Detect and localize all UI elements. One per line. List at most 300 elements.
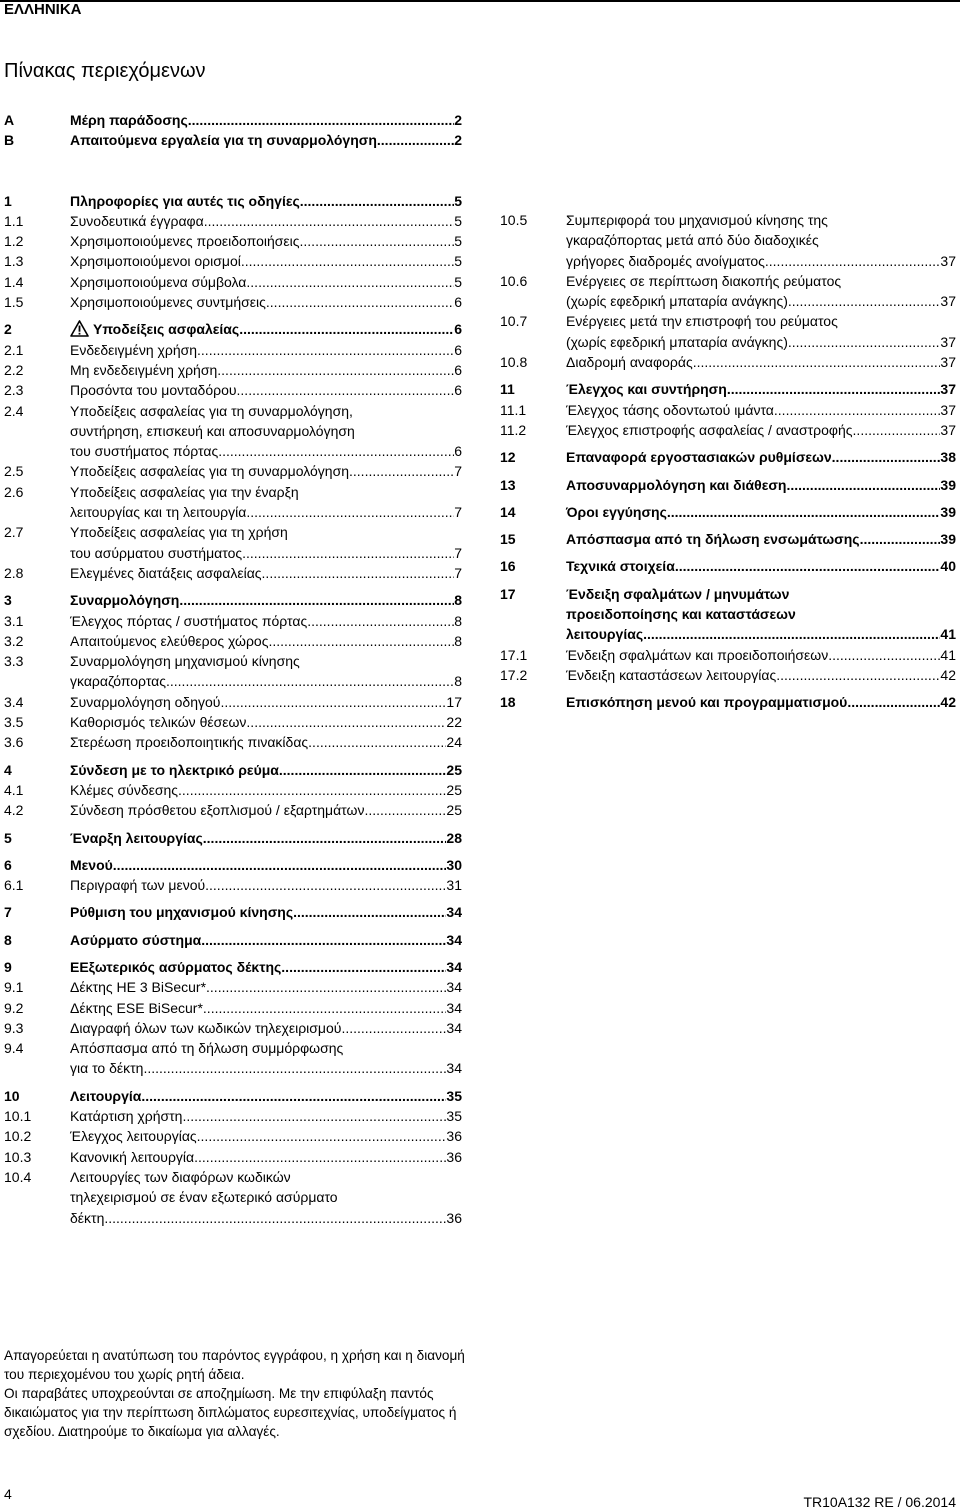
toc-entry-number: 3.2 xyxy=(4,632,24,649)
toc-entry-number: 1.2 xyxy=(4,233,24,250)
toc-dot-leader xyxy=(832,447,941,467)
toc-entry-page: 8 xyxy=(454,612,462,629)
toc-entry-number: 11.2 xyxy=(500,421,527,438)
toc-dot-leader xyxy=(853,420,941,440)
toc-entry-number: 10.3 xyxy=(4,1148,32,1165)
toc-entry xyxy=(500,645,956,665)
toc-entry-title-line: Ενέργειες σε περίπτωση διακοπής ρεύματος xyxy=(566,272,842,289)
toc-entry-page: 37 xyxy=(940,293,956,310)
toc-dot-leader xyxy=(279,760,447,780)
toc-entry-page: 36 xyxy=(446,1128,462,1145)
toc-dot-leader xyxy=(727,379,941,399)
toc-entry-title-line: Ένδειξη σφαλμάτων / μηνυμάτων xyxy=(566,585,790,602)
toc-entry-page: 38 xyxy=(940,449,956,466)
toc-entry-title-line: συντήρηση, επισκευή και αποσυναρμολόγηση xyxy=(70,422,355,439)
toc-dot-leader xyxy=(237,380,455,400)
toc-dot-leader xyxy=(242,543,454,563)
toc-dot-leader xyxy=(300,191,454,211)
toc-entry xyxy=(4,110,462,130)
toc-entry-title-line: Κανονική λειτουργία xyxy=(70,1148,195,1165)
toc-entry-number: 4.1 xyxy=(4,781,24,798)
toc-entry xyxy=(500,447,956,467)
toc-entry xyxy=(500,352,956,372)
language-header xyxy=(0,0,960,22)
toc-entry xyxy=(4,1147,462,1167)
toc-entry-page: 8 xyxy=(454,592,462,609)
toc-entry-page: 35 xyxy=(446,1087,462,1104)
toc-entry-title-line: Λειτουργία xyxy=(70,1087,142,1104)
toc-entry-title-line: Ασύρματο σύστημα xyxy=(70,931,202,948)
toc-entry-number: 3.1 xyxy=(4,612,24,629)
toc-dot-leader xyxy=(205,875,446,895)
toc-entry-number: 1.1 xyxy=(4,212,24,229)
toc-entry-title-line: Δέκτης ΗΕ 3 BiSecur* xyxy=(70,979,207,996)
toc-entry-number: 2.4 xyxy=(4,402,24,419)
toc-entry-page: 25 xyxy=(446,761,462,778)
toc-entry xyxy=(500,556,956,576)
toc-entry xyxy=(4,563,462,583)
toc-entry xyxy=(500,379,956,399)
toc-dot-leader xyxy=(203,828,447,848)
toc-dot-leader xyxy=(693,352,941,372)
toc-dot-leader xyxy=(266,292,454,312)
toc-entry-title-line: Συμπεριφορά του μηχανισμού κίνησης της xyxy=(566,212,828,228)
toc-entry-number: 2.5 xyxy=(4,463,24,480)
toc-entry-page: 37 xyxy=(940,252,956,269)
toc-entry-page: 34 xyxy=(446,999,462,1016)
toc-dot-leader xyxy=(113,855,447,875)
toc-entry-number: B xyxy=(4,132,15,149)
toc-dot-leader xyxy=(364,800,446,820)
toc-entry-page: 37 xyxy=(940,421,956,438)
toc-dot-leader xyxy=(104,1208,446,1228)
toc-dot-leader xyxy=(281,957,446,977)
toc-entry xyxy=(4,631,462,651)
toc-entry-page: 2 xyxy=(454,132,462,149)
toc-dot-leader xyxy=(201,930,446,950)
toc-entry xyxy=(4,319,462,339)
toc-entry-number: 15 xyxy=(500,531,516,548)
toc-entry xyxy=(500,584,956,645)
toc-entry-title-line: Απόσπασμα από τη δήλωση ενσωμάτωσης xyxy=(566,531,860,548)
toc-entry xyxy=(4,930,462,950)
toc-entry-title-line: Απαιτούμενα εργαλεία για τη συναρμολόγηση xyxy=(70,132,377,149)
toc-entry xyxy=(500,475,956,495)
toc-entry-page: 5 xyxy=(454,273,462,290)
toc-dot-leader xyxy=(349,461,454,481)
toc-entry-page: 39 xyxy=(940,503,956,520)
toc-entry-page: 22 xyxy=(446,714,462,731)
toc-dot-leader xyxy=(774,400,941,420)
toc-entry-title-line: Υποδείξεις ασφαλείας xyxy=(70,319,239,339)
toc-entry-number: 2.7 xyxy=(4,524,24,541)
toc-entry xyxy=(4,732,462,752)
toc-entry-number: 4.2 xyxy=(4,802,24,819)
toc-entry-page: 42 xyxy=(940,694,956,711)
toc-entry-page: 34 xyxy=(446,931,462,948)
toc-entry-title-line: Έναρξη λειτουργίας xyxy=(70,829,203,846)
toc-entry xyxy=(4,902,462,922)
toc-entry-title-line: Απόσπασμα από τη δήλωση συμμόρφωσης xyxy=(70,1040,344,1057)
toc-dot-leader xyxy=(179,590,454,610)
toc-entry-page: 37 xyxy=(940,401,956,418)
toc-entry-number: 10.8 xyxy=(500,354,528,371)
toc-entry-title-line: Πληροφορίες για αυτές τις οδηγίες xyxy=(70,192,300,209)
toc-entry-page: 40 xyxy=(940,558,956,575)
toc-entry-title-line: Έλεγχος και συντήρηση xyxy=(566,381,727,398)
toc-entry-number: 2.6 xyxy=(4,483,24,500)
toc-dot-leader xyxy=(786,475,940,495)
toc-entry-number: 10.2 xyxy=(4,1128,32,1145)
toc-entry xyxy=(4,292,462,312)
toc-entry-page: 5 xyxy=(454,233,462,250)
toc-entry xyxy=(4,360,462,380)
toc-dot-leader xyxy=(143,1058,446,1078)
toc-entry-page: 7 xyxy=(454,564,462,581)
toc-dot-leader xyxy=(246,272,454,292)
toc-entry-page: 36 xyxy=(446,1209,462,1226)
toc-entry xyxy=(4,401,462,462)
toc-entry-number: 9 xyxy=(4,958,12,975)
toc-entry-number: 2.1 xyxy=(4,341,24,358)
toc-entry xyxy=(4,1126,462,1146)
toc-entry xyxy=(4,1018,462,1038)
toc-entry-title-line: γκαραζόπορτας μετά από δύο διαδοχικές xyxy=(566,232,819,249)
toc-entry-title-line: Διαδρομή αναφοράς xyxy=(566,354,693,371)
toc-entry xyxy=(500,529,956,549)
toc-dot-leader xyxy=(293,902,446,922)
toc-entry-title-line: γρήγορες διαδρομές ανοίγματος xyxy=(566,252,765,269)
toc-dot-leader xyxy=(141,1086,446,1106)
toc-dot-leader xyxy=(847,692,940,712)
toc-entry-title-line: Αποσυναρμολόγηση και διάθεση xyxy=(566,476,787,493)
toc-entry-number: 17.2 xyxy=(500,666,528,683)
toc-entry xyxy=(4,1086,462,1106)
toc-entry xyxy=(4,611,462,631)
toc-entry-page: 6 xyxy=(454,443,462,460)
toc-entry-page: 6 xyxy=(454,294,462,311)
toc-entry-number: 3.4 xyxy=(4,693,24,710)
toc-entry-page: 6 xyxy=(454,361,462,378)
toc-dot-leader xyxy=(194,1147,446,1167)
toc-entry-number: 8 xyxy=(4,931,12,948)
toc-entry-title-line: λειτουργίας xyxy=(566,626,644,643)
toc-entry-number: 1.3 xyxy=(4,253,24,270)
toc-entry-title-line: Έλεγχος λειτουργίας xyxy=(70,1128,197,1145)
toc-dot-leader xyxy=(246,712,446,732)
toc-entry-title-line: Δέκτης ESE BiSecur* xyxy=(70,999,203,1016)
toc-entry-page: 25 xyxy=(446,781,462,798)
toc-entry-page: 8 xyxy=(454,673,462,690)
toc-entry-title-line: (χωρίς εφεδρική μπαταρία ανάγκης) xyxy=(566,293,788,310)
toc-entry xyxy=(500,210,956,271)
toc-entry-number: 12 xyxy=(500,449,516,466)
copyright-notice-2: Οι παραβάτες υποχρεούνται σε αποζημίωση. Με την επιφύλαξη παντός δικαιώματος για την περίπτωση διπλώματος ευρεσιτεχνίας, υποδείγματος ή σχεδίου. Διατηρούμε το δικαίωμα για αλλαγές. xyxy=(4,1386,457,1439)
toc-entry-title-line: για το δέκτη xyxy=(70,1060,144,1077)
toc-entry-number: 17.1 xyxy=(500,646,528,663)
toc-entry-title-line: Υποδείξεις ασφαλείας για τη χρήση xyxy=(70,524,288,541)
toc-dot-leader xyxy=(245,251,454,271)
toc-entry xyxy=(500,420,956,440)
toc-entry-number: 1.4 xyxy=(4,273,24,290)
toc-entry-number: 6.1 xyxy=(4,877,24,894)
toc-entry-title-line: Υποδείξεις ασφαλείας για τη συναρμολόγηση xyxy=(70,463,350,480)
toc-entry-page: 37 xyxy=(940,381,956,398)
toc-entry-number: 11.1 xyxy=(500,401,527,418)
toc-entry-page: 37 xyxy=(940,333,956,350)
toc-entry xyxy=(500,502,956,522)
toc-dot-leader xyxy=(667,502,941,522)
toc-left-column xyxy=(4,110,462,1228)
document-reference: TR10A132 RE / 06.2014 xyxy=(803,1494,956,1510)
toc-entry-title-line: Διαγραφή όλων των κωδικών τηλεχειρισμού. xyxy=(70,1019,346,1036)
toc-entry-number: 16 xyxy=(500,558,516,575)
toc-entry-title-line: Ενέργειες μετά την επιστροφή του ρεύματος xyxy=(566,313,838,330)
toc-entry-page: 7 xyxy=(454,504,462,521)
toc-entry-number: 11 xyxy=(500,381,515,398)
copyright-notice xyxy=(4,1346,474,1441)
toc-dot-leader xyxy=(239,319,454,339)
toc-dot-leader xyxy=(788,291,941,311)
toc-entry xyxy=(4,957,462,977)
toc-entry-page: 2 xyxy=(454,112,462,128)
toc-dot-leader xyxy=(206,977,446,997)
toc-entry xyxy=(4,998,462,1018)
toc-entry-number: 1.5 xyxy=(4,294,24,311)
toc-entry-title-line: Ένδειξη σφαλμάτων και προειδοποιήσεων xyxy=(566,646,829,663)
toc-entry-title-line: γκαραζόπορτας xyxy=(70,673,166,690)
toc-entry-page: 24 xyxy=(446,734,462,751)
toc-entry-page: 35 xyxy=(446,1108,462,1125)
toc-entry-title-line: Χρησιμοποιούμενα σύμβολα xyxy=(70,273,247,290)
toc-entry xyxy=(4,875,462,895)
toc-entry xyxy=(4,211,462,231)
toc-entry xyxy=(4,800,462,820)
toc-entry-title-line: Μέρη παράδοσης xyxy=(70,112,188,128)
toc-dot-leader xyxy=(246,502,454,522)
toc-entry-page: 6 xyxy=(454,382,462,399)
toc-entry-title-line: Καθορισμός τελικών θέσεων xyxy=(70,714,247,731)
toc-entry xyxy=(500,271,956,312)
toc-entry-number: 3.6 xyxy=(4,734,24,751)
toc-right-column xyxy=(500,210,956,713)
toc-entry xyxy=(4,191,462,211)
toc-entry-page: 5 xyxy=(454,212,462,229)
toc-entry xyxy=(4,340,462,360)
toc-dot-leader xyxy=(765,251,941,271)
page-title: Πίνακας περιεχόμενων xyxy=(4,60,206,82)
toc-entry xyxy=(4,522,462,563)
toc-entry-number: 3 xyxy=(4,592,12,609)
toc-entry xyxy=(500,311,956,352)
toc-entry-title-line: (χωρίς εφεδρική μπαταρία ανάγκης) xyxy=(566,333,788,350)
toc-entry-page: 34 xyxy=(446,1019,462,1036)
toc-entry-title-line: Συναρμολόγηση μηχανισμού κίνησης xyxy=(70,653,300,670)
toc-entry-page: 7 xyxy=(454,463,462,480)
toc-dot-leader xyxy=(377,130,454,150)
toc-entry-page: 5 xyxy=(454,192,462,209)
warning-triangle-icon xyxy=(70,320,89,337)
toc-dot-leader xyxy=(262,563,455,583)
toc-entry xyxy=(4,231,462,251)
toc-dot-leader xyxy=(182,1106,446,1126)
toc-entry-page: 5 xyxy=(454,253,462,270)
toc-entry-page: 31 xyxy=(446,877,462,894)
toc-entry-number: 13 xyxy=(500,476,516,493)
toc-dot-leader xyxy=(300,231,455,251)
toc-entry-page: 37 xyxy=(940,354,956,371)
toc-dot-leader xyxy=(828,645,940,665)
toc-entry-title-line: Μη ενδεδειγμένη χρήση xyxy=(70,361,218,378)
toc-entry-page: 7 xyxy=(454,544,462,561)
toc-dot-leader xyxy=(307,611,454,631)
toc-entry-title-line: δέκτη xyxy=(70,1209,105,1226)
toc-entry-page: 28 xyxy=(446,829,462,846)
toc-entry-page: 41 xyxy=(940,626,956,643)
toc-entry-title-line: Υποδείξεις ασφαλείας για την έναρξη xyxy=(70,483,299,500)
toc-entry-title-line: Μενού xyxy=(70,856,113,873)
toc-entry xyxy=(4,760,462,780)
toc-entry-title-line: Συνοδευτικά έγγραφα xyxy=(70,212,204,229)
toc-entry-title-line: Χρησιμοποιούμενες προειδοποιήσεις xyxy=(70,233,300,250)
toc-dot-leader xyxy=(204,211,454,231)
toc-entry-number: A xyxy=(4,112,15,128)
toc-entry-number: 7 xyxy=(4,904,12,921)
toc-dot-leader xyxy=(776,665,940,685)
toc-entry-title-line: προειδοποίησης και καταστάσεων xyxy=(566,606,796,623)
toc-entry xyxy=(500,665,956,685)
toc-entry-title-line: Ένδειξη καταστάσεων λειτουργίας xyxy=(566,666,777,683)
toc-entry-title-line: Χρησιμοποιούμενοι ορισμοί. xyxy=(70,253,245,270)
toc-entry-number: 2 xyxy=(4,321,12,338)
toc-dot-leader xyxy=(188,110,454,130)
toc-entry xyxy=(4,977,462,997)
toc-entry-page: 34 xyxy=(446,979,462,996)
toc-entry-title-line: Λειτουργίες των διαφόρων κωδικών xyxy=(70,1168,291,1185)
toc-entry-number: 2.3 xyxy=(4,382,24,399)
toc-entry-number: 14 xyxy=(500,503,516,520)
toc-entry-page: 30 xyxy=(446,856,462,873)
toc-entry-number: 10 xyxy=(4,1087,20,1104)
toc-dot-leader xyxy=(197,1126,447,1146)
toc-entry-title-line: Συναρμολόγηση οδηγού xyxy=(70,693,221,710)
toc-entry-title-line: Υποδείξεις ασφαλείας για τη συναρμολόγηση, xyxy=(70,402,353,419)
toc-entry-number: 10.4 xyxy=(4,1168,32,1185)
toc-dot-leader xyxy=(166,671,454,691)
toc-entry xyxy=(4,828,462,848)
toc-entry-number: 6 xyxy=(4,856,12,873)
toc-dot-leader xyxy=(203,998,447,1018)
toc-entry-title-line: Στερέωση προειδοποιητικής πινακίδας xyxy=(70,734,309,751)
toc-entry-title-line: Σύνδεση πρόσθετου εξοπλισμού / εξαρτημάτων xyxy=(70,802,365,819)
toc-dot-leader xyxy=(218,441,454,461)
toc-entry-title-line: Όροι εγγύησης xyxy=(566,503,667,520)
toc-dot-leader xyxy=(178,780,446,800)
toc-entry xyxy=(4,780,462,800)
toc-entry-title-line: Απαιτούμενος ελεύθερος χώρος xyxy=(70,632,269,649)
toc-entry-page: 34 xyxy=(446,1060,462,1077)
toc-entry-title-line: τηλεχειρισμού σε έναν εξωτερικό ασύρματο xyxy=(70,1189,338,1206)
toc-entry-number: 4 xyxy=(4,761,12,778)
toc-entry-number: 10.5 xyxy=(500,212,528,228)
toc-entry-title-line: Ενδεδειγμένη χρήση xyxy=(70,341,198,358)
toc-entry-title-line: Σύνδεση με το ηλεκτρικό ρεύμα xyxy=(70,761,279,778)
toc-entry-number: 2.2 xyxy=(4,361,24,378)
toc-entry xyxy=(4,1167,462,1228)
toc-entry-page: 36 xyxy=(446,1148,462,1165)
toc-entry-page: 6 xyxy=(454,321,462,338)
toc-entry-number: 10.7 xyxy=(500,313,528,330)
toc-entry-number: 9.4 xyxy=(4,1040,24,1057)
toc-entry xyxy=(4,712,462,732)
toc-entry-title-line: Συναρμολόγηση xyxy=(70,592,180,609)
toc-entry-title-line: ΕΕξωτερικός ασύρματος δέκτης xyxy=(70,958,282,975)
toc-dot-leader xyxy=(220,692,446,712)
toc-entry-title-line: Επαναφορά εργοστασιακών ρυθμίσεων xyxy=(566,449,832,466)
toc-entry xyxy=(4,590,462,610)
toc-entry-title-line: Ελεγμένες διατάξεις ασφαλείας xyxy=(70,564,262,581)
toc-entry-title-line: Κλέμες σύνδεσης xyxy=(70,781,179,798)
language-label: ΕΛΛΗΝΙΚΑ xyxy=(4,1,82,18)
toc-entry-page: 6 xyxy=(454,341,462,358)
toc-dot-leader xyxy=(268,631,454,651)
toc-entry xyxy=(4,651,462,692)
toc-entry-page: 39 xyxy=(940,476,956,493)
toc-entry-title-line: Προσόντα του μονταδόρου xyxy=(70,382,237,399)
toc-entry-title-line: του συστήματος πόρτας xyxy=(70,443,219,460)
toc-entry-page: 25 xyxy=(446,802,462,819)
toc-dot-leader xyxy=(675,556,941,576)
toc-dot-leader xyxy=(860,529,941,549)
toc-entry-title-line: Χρησιμοποιούμενες συντμήσεις xyxy=(70,294,266,311)
toc-entry-title-line: Περιγραφή των μενού xyxy=(70,877,206,894)
toc-entry xyxy=(4,272,462,292)
toc-entry-number: 10.1 xyxy=(4,1108,32,1125)
toc-entry-title-line: Επισκόπηση μενού και προγραμματισμού xyxy=(566,694,848,711)
toc-entry xyxy=(4,482,462,523)
toc-entry-number: 9.2 xyxy=(4,999,24,1016)
toc-dot-leader xyxy=(308,732,446,752)
toc-entry xyxy=(4,461,462,481)
toc-entry-page: 39 xyxy=(940,531,956,548)
toc-entry-page: 42 xyxy=(940,666,956,683)
toc-entry xyxy=(4,1038,462,1079)
toc-dot-leader xyxy=(217,360,454,380)
toc-entry-title-line: Τεχνικά στοιχεία xyxy=(566,558,675,575)
toc-entry-number: 18 xyxy=(500,694,516,711)
toc-entry xyxy=(4,1106,462,1126)
toc-entry-number: 3.3 xyxy=(4,653,24,670)
toc-entry-page: 41 xyxy=(940,646,956,663)
toc-entry-number: 9.3 xyxy=(4,1019,24,1036)
toc-entry-number: 3.5 xyxy=(4,714,24,731)
toc-entry-title-line: Ρύθμιση του μηχανισμού κίνησης xyxy=(70,904,294,921)
toc-entry-title-line: Έλεγχος επιστροφής ασφαλείας / αναστροφής xyxy=(566,421,853,438)
toc-entry xyxy=(4,692,462,712)
toc-entry-title-line: του ασύρματου συστήματος xyxy=(70,544,243,561)
toc-entry-number: 10.6 xyxy=(500,272,528,289)
toc-entry xyxy=(4,251,462,271)
copyright-notice-1: Απαγορεύεται η ανατύπωση του παρόντος εγγράφου, η χρήση και η διανομή του περιεχομένου του χωρίς ρητή άδεια. xyxy=(4,1348,465,1382)
toc-entry-title-line: Έλεγχος τάσης οδοντωτού ιμάντα xyxy=(566,401,774,418)
toc-entry-number: 5 xyxy=(4,829,12,846)
toc-entry-number: 9.1 xyxy=(4,979,24,996)
toc-entry-title-line: Κατάρτιση χρήστη xyxy=(70,1108,183,1125)
toc-entry xyxy=(500,400,956,420)
toc-entry-number: 2.8 xyxy=(4,564,24,581)
toc-entry-page: 8 xyxy=(454,632,462,649)
toc-entry-number: 17 xyxy=(500,585,516,602)
